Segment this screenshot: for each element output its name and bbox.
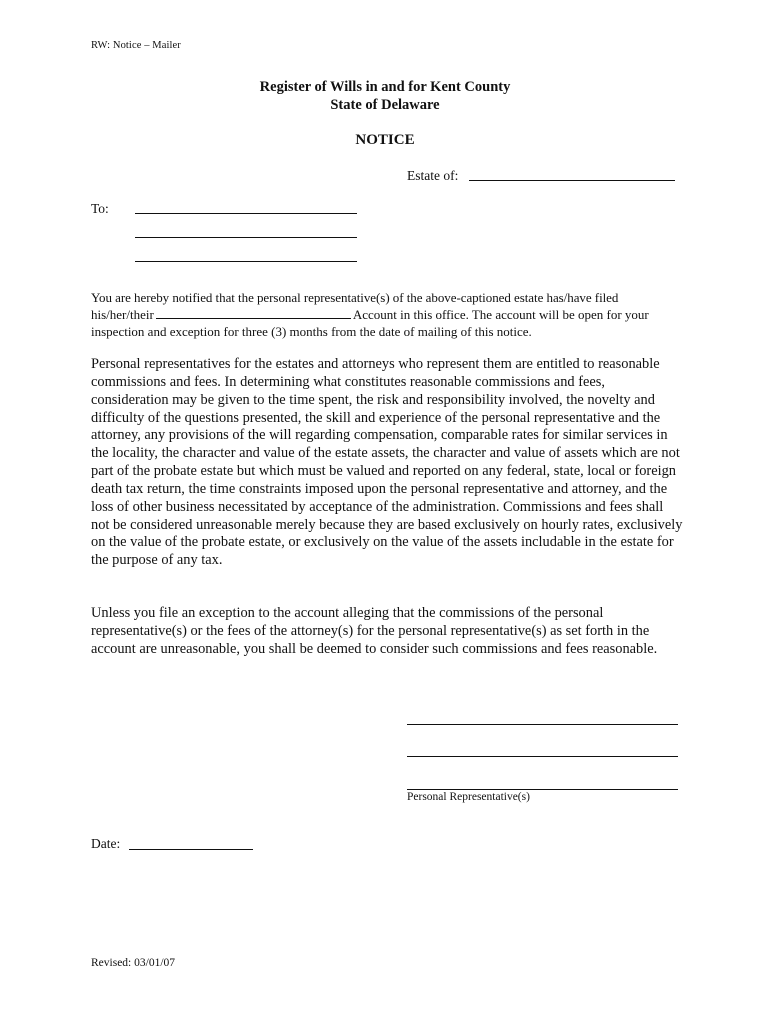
notification-line-2-suffix: Account in this office. The account will be open for your (352, 306, 649, 322)
signature-line-3[interactable] (407, 779, 678, 790)
form-reference: RW: Notice – Mailer (91, 40, 181, 51)
to-address-line-3[interactable] (135, 251, 357, 262)
document-title: Register of Wills in and for Kent County (259, 79, 511, 95)
signature-line-1[interactable] (407, 714, 678, 725)
document-subtitle: State of Delaware (330, 97, 440, 113)
estate-name-field[interactable] (469, 170, 675, 181)
to-address-line-1[interactable] (135, 203, 357, 214)
signature-line-2[interactable] (407, 746, 678, 757)
date-field[interactable] (129, 839, 253, 850)
notification-line-3: inspection and exception for three (3) months from the date of mailing of this notice. (91, 323, 532, 339)
notification-line-2-prefix: his/her/their (91, 306, 154, 322)
to-address-line-2[interactable] (135, 227, 357, 238)
revised-date: Revised: 03/01/07 (91, 957, 176, 969)
signature-caption: Personal Representative(s) (407, 791, 530, 803)
exception-paragraph: Unless you file an exception to the account alleging that the commissions of the personal representative(s) or the fees of the attorney(s) for the personal representative(s) as set forth in the account are unreasonable, you shall be deemed to consider such commissions and fees reasonable. (91, 605, 658, 657)
commissions-paragraph: Personal representatives for the estates and attorneys who represent them are entitled to reasonable commissions and fees. In determining what constitutes reasonable commissions and fees, consideration may be given to the time spent, the risk and responsibility involved, the novelty and difficulty of the questions presented, the skill and experience of the personal representative and the attorney, any provisions of the will regarding compensation, comparable rates for similar services in the locality, the character and value of the estate assets, the character and value of assets which are not part of the probate estate but which must be valued and reported on any federal, state, local or foreign death tax return, the time constraints imposed upon the personal representative and attorney, and the loss of other business necessitated by acceptance of the administration. Commissions and fees shall not be considered unreasonable merely because they are based exclusively on hourly rates, exclusively on the value of the probate estate, or exclusively on the value of the assets includable in the estate for the purpose of any tax. (91, 356, 683, 569)
notice-heading: NOTICE (355, 132, 415, 148)
account-type-field[interactable] (156, 307, 351, 319)
notification-line-1: You are hereby notified that the personal representative(s) of the above-captioned estate has/have filed (91, 290, 619, 305)
estate-label: Estate of: (407, 168, 459, 183)
to-label: To: (91, 201, 109, 216)
notification-line-2 (91, 307, 681, 324)
date-label: Date: (91, 836, 121, 851)
notification-paragraph (91, 290, 681, 340)
